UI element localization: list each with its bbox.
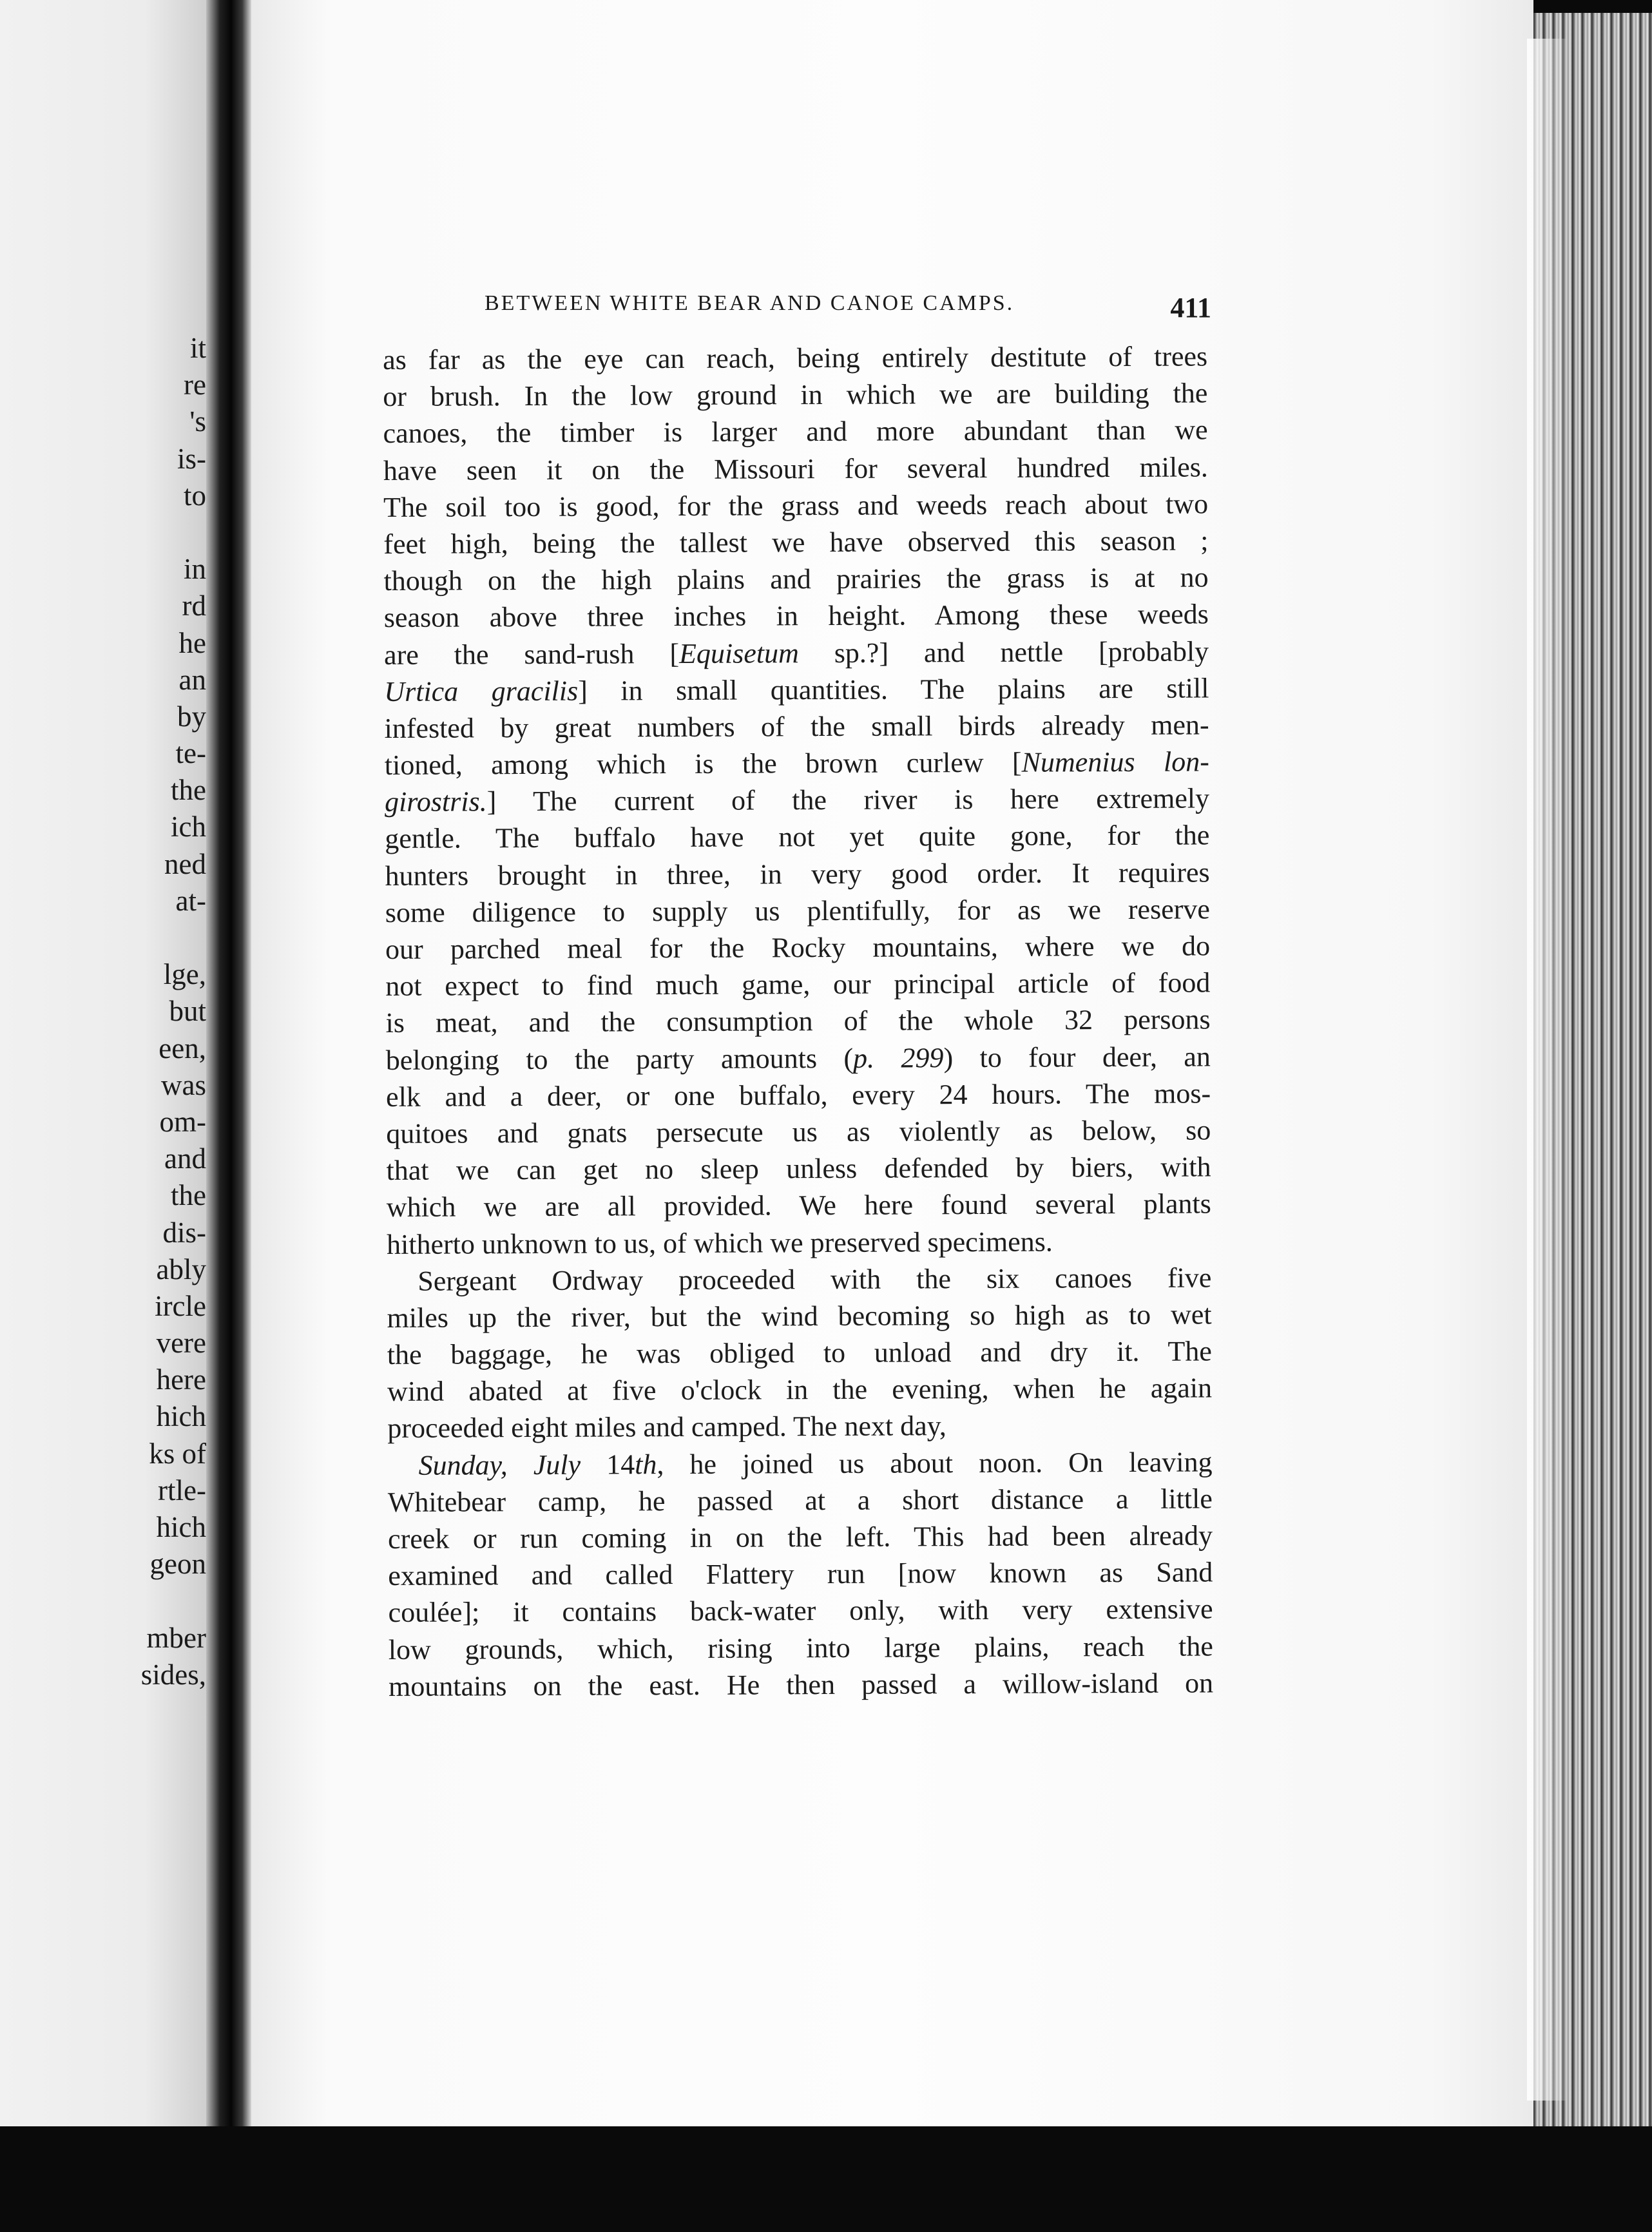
text-line bbox=[384, 706, 1209, 747]
body-text bbox=[383, 338, 1213, 1705]
text-line bbox=[388, 1591, 1213, 1631]
text-line bbox=[385, 743, 1209, 784]
text-line bbox=[385, 927, 1210, 968]
left-fragment-line: een, bbox=[158, 1032, 206, 1064]
running-header: BETWEEN WHITE BEAR AND CANOE CAMPS. bbox=[485, 291, 1015, 315]
left-fragment-line: by bbox=[177, 700, 206, 733]
italic-text: girostris. bbox=[385, 785, 487, 818]
left-fragment-line: om- bbox=[159, 1105, 206, 1138]
text-line bbox=[385, 854, 1209, 894]
text-span: though on the high plains and prairies the grass is at no bbox=[383, 561, 1209, 597]
text-line bbox=[385, 1001, 1210, 1042]
left-page bbox=[0, 0, 206, 2139]
text-line bbox=[383, 522, 1208, 563]
text-line bbox=[384, 633, 1209, 673]
text-span: wind abated at five o'clock in the evening, when he again bbox=[387, 1372, 1213, 1408]
text-span: , he joined us about noon. On leaving bbox=[657, 1446, 1213, 1480]
text-span: ] in small quantities. The plains are still bbox=[578, 672, 1209, 707]
text-line bbox=[385, 890, 1210, 931]
page-edge-shade bbox=[1527, 39, 1566, 2101]
text-line bbox=[383, 559, 1208, 600]
text-line bbox=[387, 1332, 1212, 1373]
text-line bbox=[384, 596, 1209, 637]
left-fragment-line: geon bbox=[149, 1548, 206, 1581]
left-fragment-line: at- bbox=[175, 884, 206, 917]
text-span: is meat, and the consumption of the whole 32 persons bbox=[385, 1003, 1211, 1039]
text-span: canoes, the timber is larger and more abundant than we bbox=[383, 414, 1208, 450]
left-fragment-line: ably bbox=[156, 1253, 206, 1285]
italic-text: Equisetum bbox=[678, 637, 799, 669]
text-span: mountains on the east. He then passed a willow-island on bbox=[389, 1667, 1214, 1702]
left-fragment-line: it bbox=[189, 332, 206, 364]
left-fragment-line: mber bbox=[146, 1621, 206, 1654]
text-line bbox=[383, 448, 1208, 489]
left-fragment-line: rd bbox=[182, 590, 206, 622]
text-span: belonging to the party amounts ( bbox=[385, 1042, 854, 1076]
text-span: creek or run coming in on the left. This had been already bbox=[388, 1519, 1213, 1555]
left-fragment-line: te- bbox=[175, 737, 206, 770]
left-fragment-line: and bbox=[164, 1142, 206, 1175]
text-span: gentle. The buffalo have not yet quite gone, for the bbox=[385, 819, 1210, 855]
text-line bbox=[385, 817, 1209, 858]
text-line bbox=[384, 669, 1209, 710]
left-fragment-line: ich bbox=[171, 811, 206, 843]
left-fragment-line: in bbox=[183, 553, 206, 586]
text-span: quitoes and gnats persecute us as violently as below, so bbox=[386, 1114, 1211, 1150]
text-span: elk and a deer, or one buffalo, every 24 hours. The mos- bbox=[386, 1077, 1211, 1113]
text-line bbox=[383, 338, 1207, 378]
left-fragment-line: he bbox=[178, 626, 206, 659]
text-line bbox=[386, 1075, 1211, 1115]
text-line bbox=[385, 780, 1209, 821]
italic-text: p. 299 bbox=[852, 1041, 944, 1074]
left-fragment-line: rtle- bbox=[158, 1474, 206, 1506]
left-fragment-line: sides, bbox=[140, 1658, 206, 1691]
left-fragment-line bbox=[77, 514, 206, 551]
text-line bbox=[388, 1554, 1213, 1595]
text-span: or brush. In the low ground in which we are building the bbox=[383, 377, 1208, 413]
left-fragment-line: ks of bbox=[149, 1437, 206, 1470]
text-span: are the sand-rush [ bbox=[384, 637, 680, 671]
text-line bbox=[383, 412, 1207, 452]
text-span: proceeded eight miles and camped. The next day, bbox=[387, 1410, 946, 1445]
left-fragment-line: to bbox=[183, 479, 206, 512]
text-span: season above three inches in height. Among these weeds bbox=[383, 598, 1209, 634]
text-line bbox=[386, 1111, 1211, 1152]
left-fragment-line: an bbox=[178, 663, 206, 696]
left-fragment-line: ircle bbox=[155, 1289, 206, 1322]
text-span: Sergeant Ordway proceeded with the six canoes five bbox=[418, 1262, 1212, 1297]
left-fragment-line: 's bbox=[189, 405, 206, 438]
text-line bbox=[387, 1407, 1212, 1447]
left-fragment-line: the bbox=[171, 774, 206, 807]
text-span: ] The current of the river is here extremely bbox=[486, 782, 1210, 818]
text-span: 14 bbox=[580, 1448, 635, 1481]
text-line bbox=[387, 1370, 1212, 1410]
text-span: the baggage, he was obliged to unload and dry it. The bbox=[387, 1335, 1212, 1371]
text-span: low grounds, which, rising into large plains, reach the bbox=[388, 1630, 1213, 1666]
text-span: feet high, being the tallest we have observed this season ; bbox=[383, 524, 1209, 560]
text-line bbox=[386, 1149, 1211, 1189]
bottom-shadow bbox=[0, 2126, 1652, 2232]
text-span: hitherto unknown to us, of which we preserved specimens. bbox=[387, 1225, 1053, 1260]
left-fragment-line bbox=[77, 919, 206, 956]
left-fragment-line: dis- bbox=[162, 1216, 206, 1249]
text-line bbox=[388, 1480, 1213, 1521]
text-span: not expect to find much game, our principal article of food bbox=[385, 967, 1211, 1003]
text-span: infested by great numbers of the small birds already men- bbox=[384, 709, 1209, 744]
text-line bbox=[386, 1038, 1211, 1079]
text-span: The soil too is good, for the grass and weeds reach about two bbox=[383, 488, 1209, 523]
text-span: miles up the river, but the wind becoming so high as to wet bbox=[387, 1298, 1212, 1334]
italic-text: Numenius lon- bbox=[1021, 746, 1209, 778]
text-span: hunters brought in three, in very good order. It requires bbox=[385, 856, 1210, 892]
text-line bbox=[383, 485, 1208, 526]
text-span: which we are all provided. We here found several plants bbox=[386, 1188, 1211, 1224]
left-fragment-line: ned bbox=[164, 847, 206, 880]
text-line bbox=[387, 1443, 1212, 1484]
text-line bbox=[383, 375, 1207, 416]
text-line bbox=[387, 1186, 1211, 1226]
left-fragment-line: hich bbox=[156, 1511, 206, 1543]
book-gutter bbox=[206, 0, 251, 2152]
italic-text: Urtica gracilis bbox=[384, 675, 579, 707]
text-line bbox=[387, 1259, 1211, 1300]
left-fragment-line: re bbox=[184, 369, 206, 401]
italic-text: th bbox=[635, 1448, 657, 1480]
left-fragment-line: but bbox=[169, 995, 206, 1028]
left-fragment-line: lge, bbox=[163, 958, 206, 991]
left-fragment-line: is- bbox=[177, 442, 206, 475]
text-span: Whitebear camp, he passed at a short distance a little bbox=[387, 1483, 1213, 1518]
left-fragment-line: the bbox=[171, 1179, 206, 1212]
text-span: examined and called Flattery run [now known as Sand bbox=[388, 1556, 1213, 1592]
text-span: that we can get no sleep unless defended by biers, with bbox=[386, 1151, 1211, 1187]
left-fragment-line: here bbox=[156, 1363, 206, 1396]
text-span: tioned, among which is the brown curlew [ bbox=[384, 746, 1022, 782]
text-span: have seen it on the Missouri for several hundred miles. bbox=[383, 450, 1208, 486]
text-line bbox=[387, 1296, 1211, 1336]
left-fragment-line bbox=[77, 1583, 206, 1619]
text-span: coulée]; it contains back-water only, with very extensive bbox=[388, 1593, 1213, 1629]
text-span: sp.?] and nettle [probably bbox=[798, 635, 1209, 669]
page-number: 411 bbox=[1170, 292, 1211, 323]
text-line bbox=[389, 1664, 1213, 1705]
left-fragment-line: was bbox=[161, 1068, 206, 1101]
left-fragment-line: hich bbox=[156, 1400, 206, 1433]
left-fragment-line: vere bbox=[156, 1327, 206, 1360]
italic-text: Sunday, July bbox=[418, 1448, 581, 1481]
text-line bbox=[387, 1222, 1211, 1263]
text-span: our parched meal for the Rocky mountains, where we do bbox=[385, 930, 1211, 965]
text-line bbox=[389, 1628, 1213, 1668]
text-span: some diligence to supply us plentifully, for as we reserve bbox=[385, 893, 1210, 928]
text-span: ) to four deer, an bbox=[943, 1040, 1211, 1073]
text-span: as far as the eye can reach, being entirely destitute of trees bbox=[383, 340, 1208, 376]
text-line bbox=[388, 1517, 1213, 1557]
text-line bbox=[385, 965, 1210, 1005]
left-page-text-fragments bbox=[77, 330, 206, 1693]
